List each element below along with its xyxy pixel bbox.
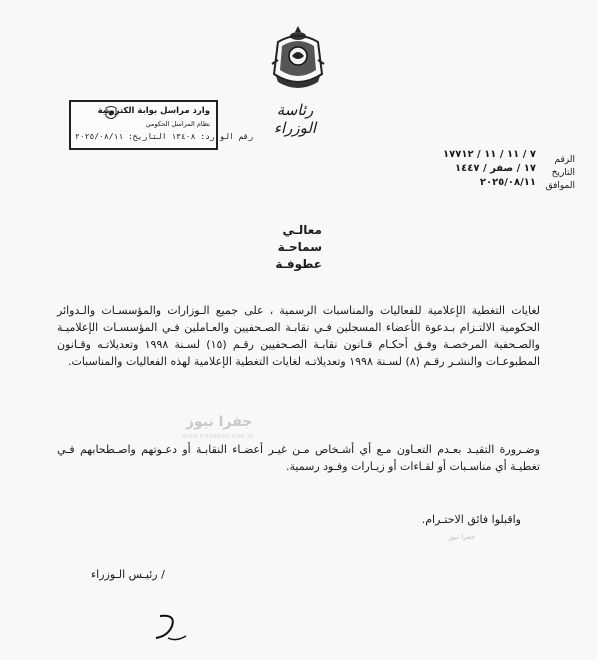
body-paragraph-1: لغايات التغطية الإعلامية للفعاليات والمناسبات الرسمية ، على جميع الـوزارات والمؤسسـات والـدوائر الحكومية الالتـزام بـدعوة الأعضاء المسجلين فـي نقابـة الصـحفيين والعـاملين فـي المؤسسـات الإعلاميـة والصـحفية المرخصـة وفـق أحكـام قـانون نقابـة الصـحفيين رقـم (١٥) لسـنة ١٩٩٨ وتعديلاتـه وقـانون المطبوعـات والنشـر رقـم (٨) لسـنة ١٩٩٨ وتعديلاتـه لغايات التغطية الإعلامية لهذه الفعاليات والمناسبات. [57,304,540,368]
jordan-royal-emblem-icon [268,24,328,94]
stamp-title: وارد مراسل بوابة الكترونية [97,106,210,116]
label-number: الرقم [554,155,575,165]
honorific-1: معالـي [282,223,322,237]
watermark-brand: جفرا نيوز [186,414,253,430]
reference-gregorian-date: ٢٠٢٥/٠٨/١١ [479,177,536,188]
closing-line: واقبلوا فائق الاحتـرام. [421,513,521,526]
honorifics [262,222,322,273]
stamp-system: نظام المراسل الحكومي [145,120,210,128]
reference-hijri-date: ١٧ / صفر / ١٤٤٧ [455,163,536,174]
stamp-incoming-line: رقم الوارد: ١٣٤٠٨ التاريخ: ٢٠٢٥/٠٨/١١ [75,132,254,141]
honorific-3: عطوفـة [275,257,322,271]
incoming-stamp [69,100,254,150]
watermark [176,414,266,442]
label-date: التاريخ [551,168,575,178]
watermark-small: جفرا نيوز [448,533,475,541]
label-corresponding: الموافق [545,181,575,191]
signature-mark [146,608,196,648]
reference-number: ٧ / ١١ / ١١ / ١٧٧١٢ [443,149,536,160]
signer-title: / رئيـس الـوزراء [91,568,165,581]
reference-values [300,148,536,190]
honorific-2: سماحـة [277,240,322,254]
ministry-name: رئاسة الوزراء [273,101,317,137]
watermark-url: WWW.JFRANEWS.COM.JO [182,434,254,440]
body-paragraph-2: وضـرورة التقيـد بعـدم التعـاون مـع أي أشـخاص مـن غيـر أعضـاء النقابـة أو دعـوتهم واصـطحابهم فـي تغطيـة أي مناسـبات أو لقـاءات أو زيـارات وفـود رسمية. [57,443,540,473]
